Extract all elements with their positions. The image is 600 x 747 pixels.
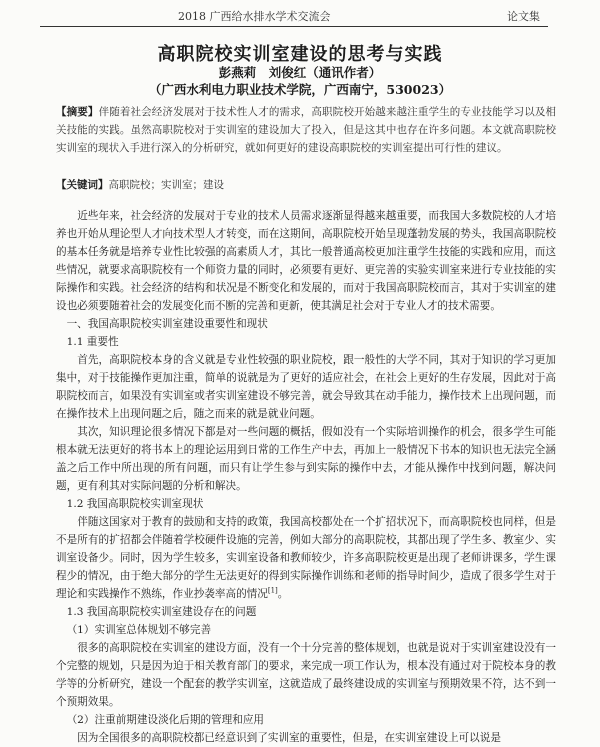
body-text xyxy=(56,207,556,747)
abstract-label: 【摘要】 xyxy=(56,106,99,118)
paragraph-status xyxy=(56,513,556,603)
abstract-text: 伴随着社会经济发展对于技术性人才的需求，高职院校开始越来越注重学生的专业技能学习以及相关技能的实践。虽然高职院校对于实训室的建设加大了投入，但是这其中也存在许多问题。本文就高职院校实训室的现状入手进行深入的分析研究，就如何更好的建设高职院校的实训室提出可行性的建议。 xyxy=(56,106,557,154)
problem-heading-1: （1）实训室总体规划不够完善 xyxy=(66,624,212,636)
authors: 彭燕莉 刘俊红（通讯作者） xyxy=(218,65,382,80)
paper-title: 高职院校实训室建设的思考与实践 xyxy=(157,44,443,65)
paragraph-status-end: 。 xyxy=(277,588,289,600)
paragraph-importance-1: 首先，高职院校本身的含义就是专业性较强的职业院校，跟一般性的大学不同，其对于知识的学习更加集中，对于技能操作更加注重，简单的说就是为了更好的适应社会，在社会上更好的生存发展，因此对于高职院校而言，如果没有实训室或者实训室建设不够完善，就会导致其在动手能力，操作技术上出现问题，而在操作技术上出现问题之后，随之而来的就是就业问题。 xyxy=(56,354,556,420)
keywords-text: 高职院校；实训室；建设 xyxy=(108,179,224,191)
subsection-heading-1-2: 1.2 我国高职院校实训室现状 xyxy=(66,498,204,510)
paragraph-problem-1: 很多的高职院校在实训室的建设方面，没有一个十分完善的整体规划，也就是说对于实训室建设没有一个完整的规划，只是因为迫于相关教育部门的要求，来完成一项工作认为，根本没有通过对于院校本身的教学等的分析研究，建设一个配套的教学实训室，这就造成了最终建设成的实训室与预期效果不符，达不到一个预期效果。 xyxy=(56,642,556,708)
conference-name: 2018 广西给水排水学术交流会 xyxy=(178,10,331,23)
section-label: 论文集 xyxy=(507,10,540,23)
keywords-label: 【关键词】 xyxy=(56,179,109,191)
paragraph-problem-2: 因为全国很多的高职院校都已经意识到了实训室的重要性，但是，在实训室建设上可以说是 xyxy=(77,732,501,744)
paragraph-status-text: 伴随这国家对于教育的鼓励和支持的政策，我国高校都处在一个扩招状况下，而高职院校也同样，但是不是所有的扩招都会伴随着学校硬件设施的完善，例如大部分的高职院校，其都出现了学生多、教室少、实训室设备少。同时，因为学生较多，实训室设备和教师较少，许多高职院校更是出现了老师讲课多，学生课程少的情况，由于绝大部分的学生无法更好的得到实际操作训练和老师的指导时间少，造成了很多学生对于理论和实践操作不熟练，作业抄袭率高的情况 xyxy=(56,516,556,600)
problem-heading-2: （2）注重前期建设淡化后期的管理和应用 xyxy=(66,714,265,726)
subsection-heading-1-3: 1.3 我国高职院校实训室建设存在的问题 xyxy=(66,606,257,618)
abstract xyxy=(56,103,556,157)
paragraph-importance-2: 其次，知识理论很多情况下都是对一些问题的概括，假如没有一个实际培训操作的机会，很多学生可能根本就无法更好的将书本上的理论运用到日常的工作生产中去，再加上一般情况下书本的知识也无法完全涵盖之后工作中所出现的所有问题，而只有让学生参与到实际的操作中去，才能从操作中找到问题，解决问题，更有利其对实际问题的分析和解决。 xyxy=(56,426,556,492)
section-heading-1: 一、我国高职院校实训室建设重要性和现状 xyxy=(66,318,268,330)
keywords xyxy=(56,176,556,194)
running-header xyxy=(40,8,548,27)
paragraph-intro: 近些年来，社会经济的发展对于专业的技术人员需求逐渐显得越来越重要，而我国大多数院校的人才培养也开始从理论型人才向技术型人才转变，而在这期间，高职院校开始呈现蓬勃发展的势头，我国高职院校的基本任务就是培养专业性比较强的高素质人才，其比一般普通高校更加注重学生技能的实践和应用，而这些情况，就要求高职院校有一个师资力量的同时，必须要有更好、更完善的实验实训室来进行专业技能的实际操作和实践。社会经济的结构和状况是不断变化和发展的，而对于我国高职院校而言，其对于实训室的建设也必须要随着社会的发展变化而不断的完善和更新，使其满足社会对于专业人才的技术需要。 xyxy=(56,210,556,312)
affiliation: （广西水利电力职业技术学院，广西南宁，530023） xyxy=(148,82,452,97)
citation-ref: [1] xyxy=(267,586,278,595)
subsection-heading-1-1: 1.1 重要性 xyxy=(66,336,119,348)
